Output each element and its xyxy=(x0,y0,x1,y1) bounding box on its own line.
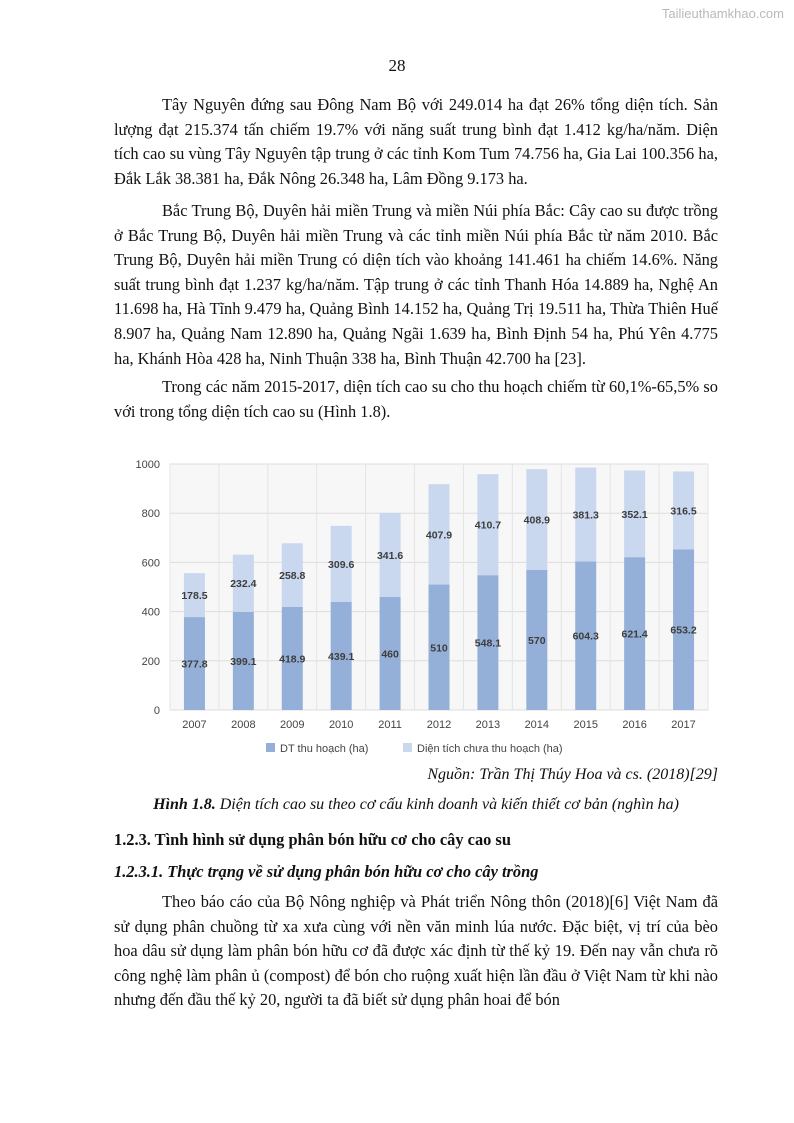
y-tick-label: 200 xyxy=(141,655,160,668)
data-label-unharvested: 341.6 xyxy=(376,549,404,562)
data-label-harvested: 548.1 xyxy=(474,637,502,650)
data-label-harvested: 621.4 xyxy=(621,628,648,641)
data-label-harvested: 604.3 xyxy=(572,630,599,643)
data-label-harvested: 510 xyxy=(430,642,448,655)
data-label-unharvested: 178.5 xyxy=(181,590,208,603)
figure-source: Nguồn: Trần Thị Thúy Hoa và cs. (2018)[29] xyxy=(427,766,718,783)
y-tick-label: 0 xyxy=(153,705,160,717)
data-label-harvested: 418.9 xyxy=(279,653,306,666)
x-tick-label: 2015 xyxy=(573,719,598,731)
data-label-harvested: 460 xyxy=(381,648,399,661)
x-tick-label: 2008 xyxy=(231,719,256,731)
paragraph-2015-2017: Trong các năm 2015-2017, diện tích cao su cho thu hoạch chiếm từ 60,1%-65,5% so với trong tổng diện tích cao su (Hình 1.8). xyxy=(114,377,718,421)
data-label-harvested: 439.1 xyxy=(328,650,355,663)
y-tick-label: 1000 xyxy=(135,459,160,471)
chart-legend xyxy=(266,743,563,755)
section-heading-1-2-3: 1.2.3. Tình hình sử dụng phân bón hữu cơ cho cây cao su xyxy=(114,830,511,849)
y-tick-label: 800 xyxy=(141,508,160,521)
x-tick-label: 2017 xyxy=(671,719,696,731)
page-number: 28 xyxy=(388,56,406,75)
x-tick-label: 2009 xyxy=(280,719,305,731)
section-heading-1-2-3-1: 1.2.3.1. Thực trạng về sử dụng phân bón hữu cơ cho cây trồng xyxy=(114,862,539,881)
data-label-unharvested: 410.7 xyxy=(474,519,502,532)
figure-label: Hình 1.8. xyxy=(153,796,216,813)
data-label-unharvested: 352.1 xyxy=(621,508,648,521)
data-label-harvested: 653.2 xyxy=(670,624,697,637)
watermark: Tailieuthamkhao.com xyxy=(661,6,784,21)
x-tick-label: 2012 xyxy=(426,719,452,731)
data-label-harvested: 399.1 xyxy=(230,655,257,668)
x-tick-label: 2014 xyxy=(524,719,550,731)
legend-swatch-unharvested xyxy=(403,743,412,752)
data-label-harvested: 377.8 xyxy=(181,658,208,671)
y-tick-label: 600 xyxy=(141,557,160,570)
x-tick-label: 2010 xyxy=(328,719,354,731)
data-label-harvested: 570 xyxy=(528,634,546,647)
data-label-unharvested: 408.9 xyxy=(523,514,550,527)
y-tick-label: 400 xyxy=(141,606,160,619)
figure-caption-text: Diện tích cao su theo cơ cấu kinh doanh và kiến thiết cơ bản (nghìn ha) xyxy=(215,796,679,813)
figure-caption xyxy=(114,796,718,814)
paragraph-tay-nguyen: Tây Nguyên đứng sau Đông Nam Bộ với 249.014 ha đạt 26% tổng diện tích. Sản lượng đạt 215.374 tấn chiếm 19.7% với năng suất trung bình đạt 1.412 kg/ha/năm. Diện tích cao su vùng Tây Nguyên tập trung ở các tỉnh Kom Tum 74.756 ha, Gia Lai 100.356 ha, Đắk Lắk 38.381 ha, Đắk Nông 26.348 ha, Lâm Đồng 9.173 ha. xyxy=(114,95,718,188)
paragraph-bao-cao: Theo báo cáo của Bộ Nông nghiệp và Phát triển Nông thôn (2018)[6] Việt Nam đã sử dụng phân chuồng từ xa xưa cùng với nền văn minh lúa nước. Đặc biệt, vị trí của bèo hoa dâu sử dụng làm phân bón hữu cơ đã được xác định từ thế kỷ 19. Đến nay vẫn chưa rõ công nghệ làm phân ủ (compost) để bón cho ruộng xuất hiện lần đầu ở Việt Nam từ khi nào nhưng đến đầu thế kỷ 20, người ta đã biết sử dụng phân hoai để bón xyxy=(114,892,718,1010)
x-tick-label: 2007 xyxy=(182,719,207,731)
paragraph-bac-trung-bo: Bắc Trung Bộ, Duyên hải miền Trung và miền Núi phía Bắc: Cây cao su được trồng ở Bắc Trung Bộ, Duyên hải miền Trung và các tỉnh miền Núi phía Bắc từ năm 2010. Bắc Trung Bộ, Duyên hải miền Trung có diện tích vào khoảng 141.461 ha chiếm 14.6%. Năng suất trung bình đạt 1.237 kg/ha/năm. Tập trung ở các tỉnh Thanh Hóa 14.889 ha, Nghệ An 11.698 ha, Hà Tĩnh 9.479 ha, Quảng Bình 14.152 ha, Quảng Trị 19.511 ha, Thừa Thiên Huế 8.907 ha, Quảng Nam 12.890 ha, Quảng Ngãi 1.639 ha, Bình Định 54 ha, Phú Yên 4.775 ha, Khánh Hòa 428 ha, Ninh Thuận 338 ha, Bình Thuận 42.700 ha [23]. xyxy=(114,201,718,368)
x-tick-label: 2013 xyxy=(475,719,501,731)
x-tick-label: 2016 xyxy=(622,719,647,731)
data-label-unharvested: 232.4 xyxy=(230,578,257,591)
stacked-bar-chart xyxy=(114,452,718,762)
data-label-unharvested: 258.8 xyxy=(279,570,306,583)
legend-label-unharvested: Diện tích chưa thu hoạch (ha) xyxy=(417,743,563,755)
data-label-unharvested: 309.6 xyxy=(328,558,355,571)
legend-label-harvested: DT thu hoạch (ha) xyxy=(280,743,369,755)
x-tick-label: 2011 xyxy=(378,719,402,731)
legend-swatch-harvested xyxy=(266,743,275,752)
data-label-unharvested: 381.3 xyxy=(572,509,599,522)
data-label-unharvested: 407.9 xyxy=(425,529,453,542)
data-label-unharvested: 316.5 xyxy=(670,505,697,518)
